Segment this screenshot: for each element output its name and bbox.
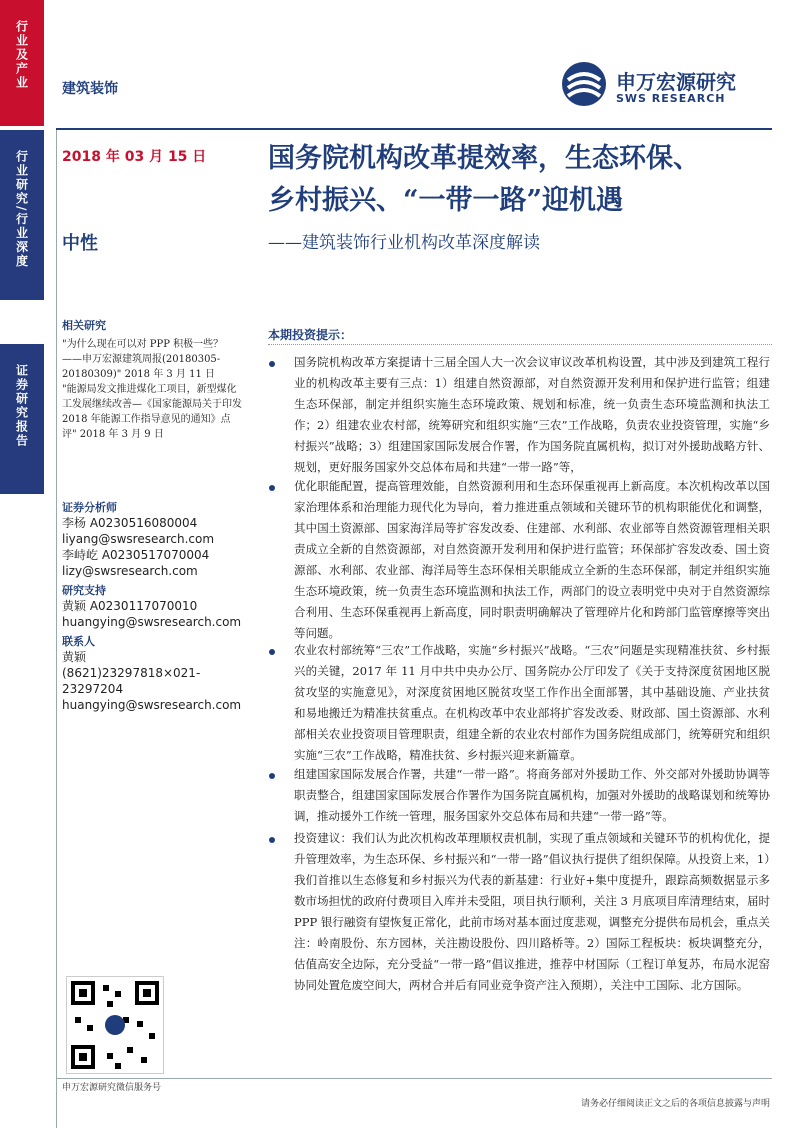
sidebar-category-block bbox=[0, 0, 44, 126]
wechat-qr-code[interactable] bbox=[66, 976, 164, 1074]
company-logo bbox=[560, 60, 760, 112]
analysts-heading: 证券分析师 bbox=[62, 501, 117, 514]
related-heading: 相关研究 bbox=[62, 319, 106, 332]
support-heading: 研究支持 bbox=[62, 584, 106, 597]
bullet-icon bbox=[266, 482, 278, 494]
analysts-section bbox=[62, 500, 242, 713]
analyst-1-name: 李杨 A0230516080004 bbox=[62, 516, 198, 530]
sidebar bbox=[0, 0, 44, 1132]
left-divider bbox=[56, 128, 57, 1128]
analyst-2-email[interactable]: lizy@swsresearch.com bbox=[62, 564, 198, 578]
related-research bbox=[62, 318, 242, 442]
bullet-icon bbox=[266, 358, 278, 370]
summary-paragraph-3: 农业农村部统筹“三农”工作战略，实施“乡村振兴”战略。“三农”问题是实现精准扶贫、乡村振兴的关键，2017 年 11 月中共中央办公厅、国务院办公厅印发了《关于支持深度贫困地区脱贫攻坚的实施意见》，对深度贫困地区脱贫攻坚工作作出全面部署，其中基础设施、产业扶贫和易地搬迁为精准扶贫重点。在机构改革中农业部将扩容发改委、财政部、国土资源部、水利部相关农业投资项目管理职责，组建全新的农业农村部作为国务院组成部门，统筹研究和组织实施“三农”工作战略，精准扶贫、乡村振兴迎来新篇章。 bbox=[294, 643, 770, 762]
bullet-icon bbox=[266, 770, 278, 782]
footer-divider bbox=[56, 1078, 772, 1079]
summary-paragraph-1: 国务院机构改革方案提请十三届全国人大一次会议审议改革机构设置，其中涉及到建筑工程行业的机构改革主要有三点：1）组建自然资源部，对自然资源开发利用和保护进行监管；组建生态环保部，制定并组织实施生态环境政策、规划和标准，统一负责生态环境监测和执法工作；2）组建农业农村部，统筹研究和组织实施“三农”工作战略，负责农业投资管理，实施“乡村振兴”战略；3）组建国家国际发展合作署，作为国务院直属机构，拟订对外援助战略方针、规划，更好服务国家外交总体布局和共建“一带一路”等， bbox=[294, 355, 770, 474]
contact-phone: (8621)23297818×021-23297204 bbox=[62, 666, 201, 696]
analyst-1-email[interactable]: liyang@swsresearch.com bbox=[62, 532, 215, 546]
report-title bbox=[268, 138, 768, 222]
title-line-2: 乡村振兴、“一带一路”迎机遇 bbox=[268, 185, 624, 216]
summary-heading: 本期投资提示： bbox=[268, 328, 353, 342]
header-divider bbox=[56, 128, 772, 130]
qr-label: 申万宏源研究微信服务号 bbox=[62, 1083, 162, 1093]
rating: 中性 bbox=[62, 233, 98, 254]
logo-mark-icon bbox=[560, 60, 608, 108]
sidebar-report-block bbox=[0, 344, 44, 494]
industry-name: 建筑装饰 bbox=[62, 81, 118, 97]
logo-chinese: 申万宏源研究 bbox=[616, 70, 736, 94]
summary-paragraph-5: 投资建议：我们认为此次机构改革理顺权责机制，实现了重点领域和关键环节的机构优化，提升管理效率，为生态环保、乡村振兴和“一带一路”倡议执行提供了组织保障。从投资上来，1）我们首推以生态修复和乡村振兴为代表的新基建：行业好+集中度提升，跟踪高频数据显示多数市场担忧的政府付费项目入库并未受阻，项目执行顺利，关注 3 月底项目库清理结束，届时 PPP 银行融资有望恢复正常化，此前市场对基本面过度悲观，调整充分提供布局机会，重点关注：岭南股份、东方园林，关注勘设股份、四川路桥等。2）国际工程板块：板块调整充分，估值高安全边际，充分受益“一带一路”倡议推进，推荐中材国际（工程订单复苏，布局水泥窑协同处置危废空间大，两材合并后有同业竞争资产注入预期），关注中工国际、北方国际。 bbox=[294, 831, 770, 992]
summary-paragraph-2: 优化职能配置，提高管理效能，自然资源利用和生态环保重视再上新高度。本次机构改革以国家治理体系和治理能力现代化为导向，着力推进重点领域和关键环节的机构职能优化和调整，其中国土资源部、国家海洋局等扩容发改委、住建部、水利部、农业部等自然资源管理相关职责成立全新的自然资源部，对自然资源开发利用和保护进行监管；环保部扩容发改委、国土资源部、水利部、农业部、海洋局等生态环保相关职能成立全新的生态环保部，制定并组织实施生态环境政策，统一负责生态环境监测和执法工作，两部门的设立表明党中央对于自然资源综合利用、生态环保重视再上新高度，同时职责明确解决了管理碎片化和跨部门监管摩擦等突出等问题。 bbox=[294, 479, 770, 640]
report-date: 2018 年 03 月 15 日 bbox=[62, 149, 207, 165]
summary-paragraph-4: 组建国家国际发展合作署，共建“一带一路”。将商务部对外援助工作、外交部对外援助协调等职责整合，组建国家国际发展合作署作为国务院直属机构，加强对外援助的战略谋划和统筹协调，推动援外工作统一管理，服务国家外交总体布局和共建“一带一路”等。 bbox=[294, 767, 770, 823]
support-email[interactable]: huangying@swsresearch.com bbox=[62, 615, 242, 629]
sidebar-type-label: 行业研究/行业深度 bbox=[14, 150, 29, 269]
related-item-2[interactable]: "能源局发文推进煤化工项目，新型煤化工发展继续改善—《国家能源局关于印发 2018 年能源工作指导意见的通知》点评" 2018 年 3 月 9 日 bbox=[62, 384, 242, 440]
title-line-1: 国务院机构改革提效率，生态环保、 bbox=[268, 143, 700, 174]
analyst-2-name: 李峙屹 A0230517070004 bbox=[62, 548, 210, 562]
qr-code-icon bbox=[67, 977, 163, 1073]
sidebar-category-label: 行业及产业 bbox=[14, 20, 29, 90]
bullet-icon bbox=[266, 834, 278, 846]
footer-disclaimer: 请务必仔细阅读正文之后的各项信息披露与声明 bbox=[580, 1099, 770, 1109]
summary-divider bbox=[268, 344, 772, 345]
contact-email[interactable]: huangying@swsresearch.com bbox=[62, 698, 242, 712]
logo-english: SWS RESEARCH bbox=[616, 92, 726, 105]
report-subtitle: ——建筑装饰行业机构改革深度解读 bbox=[268, 233, 540, 253]
bullet-icon bbox=[266, 646, 278, 658]
support-name: 黄颖 A0230117070010 bbox=[62, 599, 198, 613]
contact-heading: 联系人 bbox=[62, 635, 95, 648]
contact-name: 黄颖 bbox=[62, 650, 87, 664]
sidebar-type-block bbox=[0, 130, 44, 300]
related-item-1[interactable]: "为什么现在可以对 PPP 积极一些？——申万宏源建筑周报(20180305-20180309)" 2018 年 3 月 11 日 bbox=[62, 339, 224, 380]
sidebar-report-label: 证券研究报告 bbox=[14, 364, 29, 448]
